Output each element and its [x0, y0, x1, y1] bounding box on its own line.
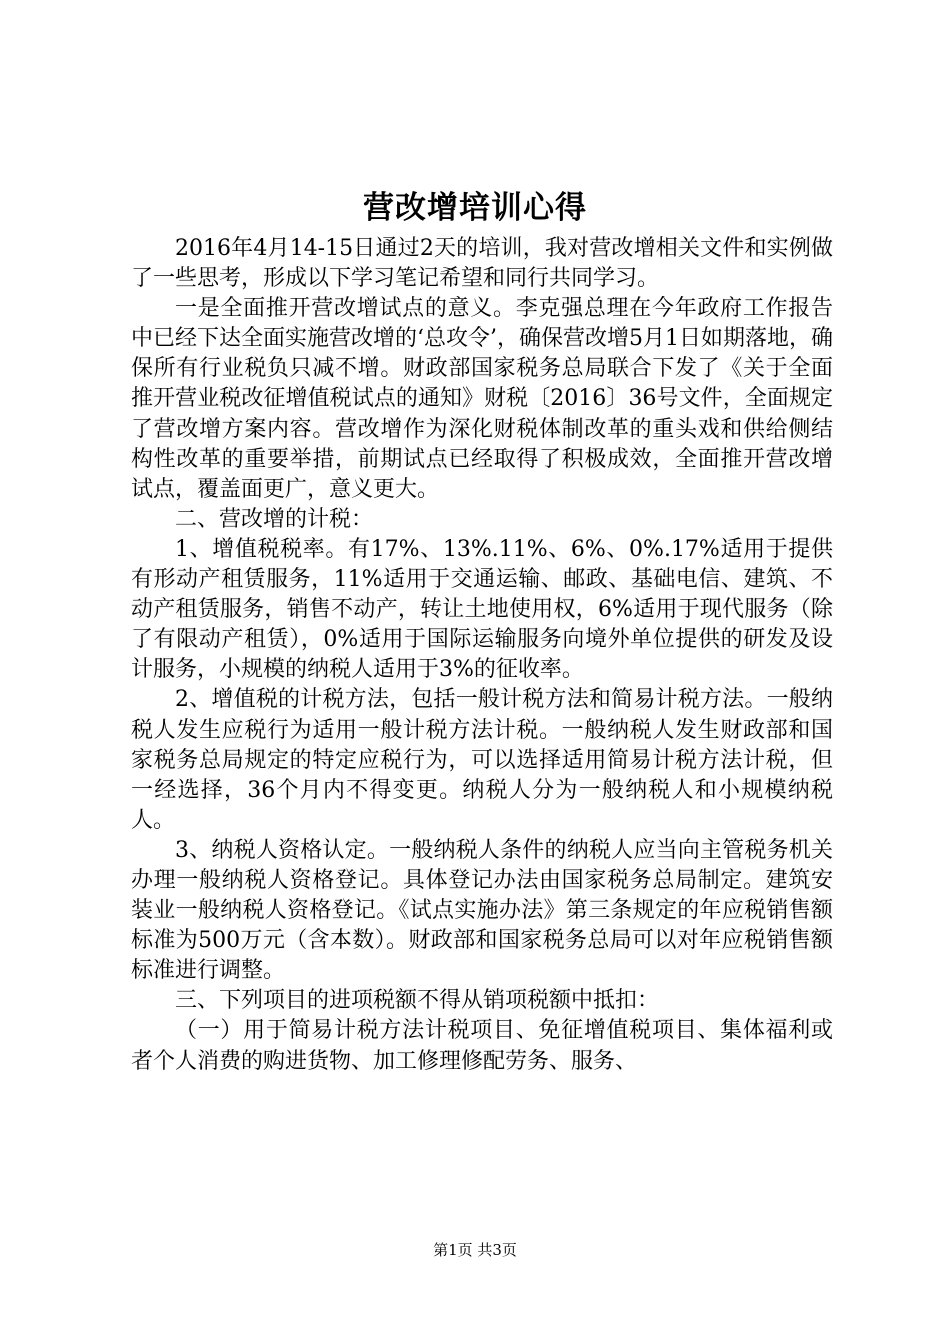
paragraph-heading-taxation: 二、营改增的计税： — [175, 506, 374, 532]
paragraph-heading-deduction: 三、下列项目的进项税额不得从销项税额中抵扣： — [175, 988, 660, 1014]
paragraph-significance: 一是全面推开营改增试点的意义。李克强总理在今年政府工作报告中已经下达全面实施营改增的‘总攻令’，确保营改增5月1日如期落地，确保所有行业税负只减不增。财政部国家税务总局联合下发了《关于全面推开营业税改征增值税试点的通知》财税〔2016〕36号文件，全面规定了营改增方案内容。营改增作为深化财税体制改革的重头戏和供给侧结构性改革的重要举措，前期试点已经取得了积极成效，全面推开营改增试点，覆盖面更广，意义更大。 — [131, 296, 833, 502]
document-body — [131, 234, 833, 1077]
page-number-footer: 第1页 共3页 — [433, 1241, 517, 1259]
document-title: 营改增培训心得 — [363, 190, 587, 226]
paragraph-tax-rates: 1、增值税税率。有17%、13%.11%、6%、0%.17%适用于提供有形动产租赁服务，11%适用于交通运输、邮政、基础电信、建筑、不动产租赁服务，销售不动产，转让土地使用权，6%适用于现代服务（除了有限动产租赁），0%适用于国际运输服务向境外单位提供的研发及设计服务，小规模的纳税人适用于3%的征收率。 — [131, 536, 833, 683]
paragraph-intro: 2016年4月14-15日通过2天的培训，我对营改增相关文件和实例做了一些思考，形成以下学习笔记希望和同行共同学习。 — [131, 236, 833, 292]
paragraph-tax-methods: 2、增值税的计税方法，包括一般计税方法和简易计税方法。一般纳税人发生应税行为适用一般计税方法计税。一般纳税人发生财政部和国家税务总局规定的特定应税行为，可以选择适用简易计税方法计税，但一经选择，36个月内不得变更。纳税人分为一般纳税人和小规模纳税人。 — [131, 687, 833, 833]
paragraph-taxpayer-qualification: 3、纳税人资格认定。一般纳税人条件的纳税人应当向主管税务机关办理一般纳税人资格登记。具体登记办法由国家税务总局制定。建筑安装业一般纳税人资格登记。《试点实施办法》第三条规定的年应税销售额标准为500万元（含本数）。财政部和国家税务总局可以对年应税销售额标准进行调整。 — [131, 837, 833, 984]
paragraph-deduction-item-1: （一）用于简易计税方法计税项目、免征增值税项目、集体福利或者个人消费的购进货物、加工修理修配劳务、服务、 — [131, 1018, 833, 1074]
